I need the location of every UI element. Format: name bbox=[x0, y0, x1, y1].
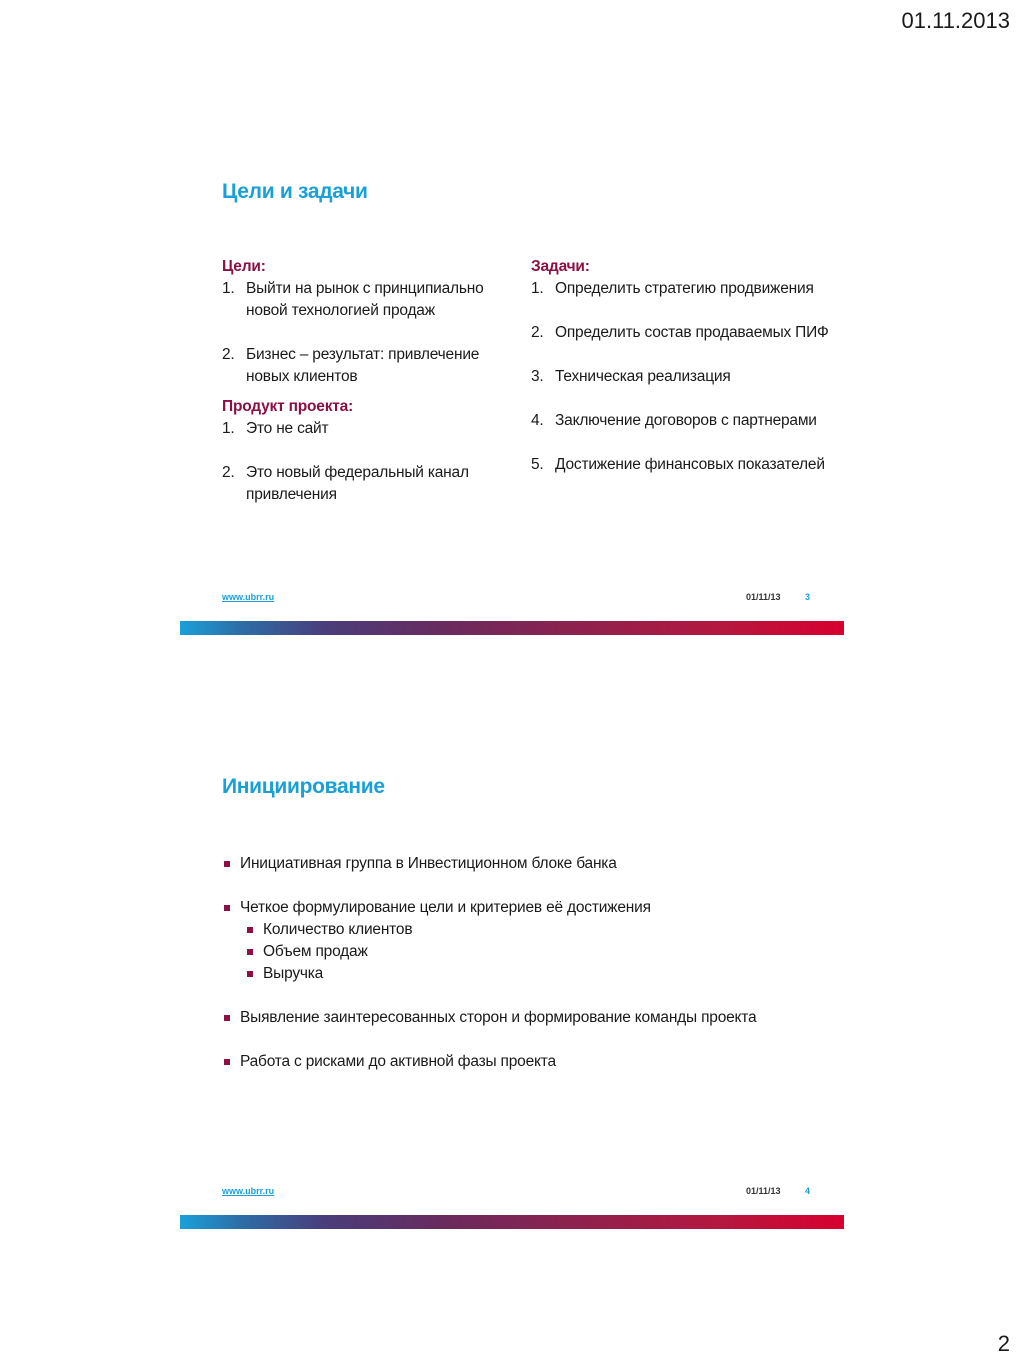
gradient-bar bbox=[180, 621, 844, 635]
item-text: Техническая реализация bbox=[555, 368, 731, 385]
gradient-bar bbox=[180, 1215, 844, 1229]
list-item bbox=[222, 278, 512, 322]
list-item bbox=[222, 418, 512, 440]
goals-heading: Цели: bbox=[222, 258, 266, 275]
sub-list-item bbox=[240, 919, 822, 941]
tasks-heading: Задачи: bbox=[531, 258, 590, 275]
item-number: 4. bbox=[531, 412, 544, 429]
item-text: Выручка bbox=[263, 965, 324, 982]
slide-initiation bbox=[180, 755, 844, 1230]
sub-list-item bbox=[240, 963, 822, 985]
item-text: Это новый федеральный канал привлечения bbox=[246, 464, 469, 503]
item-text: Выявление заинтересованных сторон и формирование команды проекта bbox=[240, 1009, 757, 1026]
item-text: Работа с рисками до активной фазы проекта bbox=[240, 1053, 556, 1070]
left-column bbox=[222, 256, 512, 506]
bullet-square-icon bbox=[247, 927, 253, 933]
item-text: Определить состав продаваемых ПИФ bbox=[555, 324, 829, 341]
item-number: 1. bbox=[222, 280, 235, 297]
list-item bbox=[531, 278, 831, 300]
item-text: Выйти на рынок с принципиально новой технологией продаж bbox=[246, 280, 484, 319]
item-number: 1. bbox=[222, 420, 235, 437]
slide-title: Цели и задачи bbox=[222, 180, 368, 203]
item-number: 5. bbox=[531, 456, 544, 473]
item-number: 2. bbox=[531, 324, 544, 341]
item-text: Количество клиентов bbox=[263, 921, 413, 938]
bullet-square-icon bbox=[224, 861, 230, 867]
list-item bbox=[222, 1007, 822, 1029]
list-item bbox=[222, 344, 512, 388]
item-text: Бизнес – результат: привлечение новых клиентов bbox=[246, 346, 480, 385]
tasks-list bbox=[531, 278, 831, 476]
item-text: Заключение договоров с партнерами bbox=[555, 412, 817, 429]
footer-link[interactable]: www.ubrr.ru bbox=[222, 1186, 275, 1196]
item-text: Достижение финансовых показателей bbox=[555, 456, 825, 473]
item-number: 1. bbox=[531, 280, 544, 297]
item-text: Четкое формулирование цели и критериев её достижения bbox=[240, 899, 651, 916]
list-item bbox=[531, 410, 831, 432]
item-number: 2. bbox=[222, 464, 235, 481]
item-number: 2. bbox=[222, 346, 235, 363]
list-item bbox=[222, 897, 822, 985]
slide-number: 4 bbox=[805, 1186, 811, 1196]
sub-bullet-list bbox=[240, 919, 822, 985]
right-column bbox=[531, 256, 831, 476]
item-text: Это не сайт bbox=[246, 420, 329, 437]
bullet-square-icon bbox=[224, 1015, 230, 1021]
page-date: 01.11.2013 bbox=[901, 8, 1010, 33]
product-list bbox=[222, 418, 512, 506]
slide-title: Инициирование bbox=[222, 775, 385, 798]
item-text: Объем продаж bbox=[263, 943, 368, 960]
sub-list-item bbox=[240, 941, 822, 963]
list-item bbox=[531, 322, 831, 344]
bullet-square-icon bbox=[224, 905, 230, 911]
bullet-square-icon bbox=[247, 949, 253, 955]
list-item bbox=[531, 366, 831, 388]
item-number: 3. bbox=[531, 368, 544, 385]
list-item bbox=[222, 1051, 822, 1073]
footer-link[interactable]: www.ubrr.ru bbox=[222, 592, 275, 602]
slide-number: 3 bbox=[805, 592, 811, 602]
footer-date: 01/11/13 bbox=[746, 1186, 781, 1196]
bullet-list bbox=[222, 853, 822, 1073]
slide-goals-and-tasks bbox=[180, 160, 844, 636]
goals-list bbox=[222, 278, 512, 388]
list-item bbox=[222, 853, 822, 875]
bullet-square-icon bbox=[247, 971, 253, 977]
list-item bbox=[531, 454, 831, 476]
footer-date: 01/11/13 bbox=[746, 592, 781, 602]
bullet-square-icon bbox=[224, 1059, 230, 1065]
item-text: Определить стратегию продвижения bbox=[555, 280, 814, 297]
item-text: Инициативная группа в Инвестиционном блоке банка bbox=[240, 855, 617, 872]
product-heading: Продукт проекта: bbox=[222, 398, 354, 415]
list-item bbox=[222, 462, 512, 506]
page-number: 2 bbox=[997, 1331, 1010, 1356]
